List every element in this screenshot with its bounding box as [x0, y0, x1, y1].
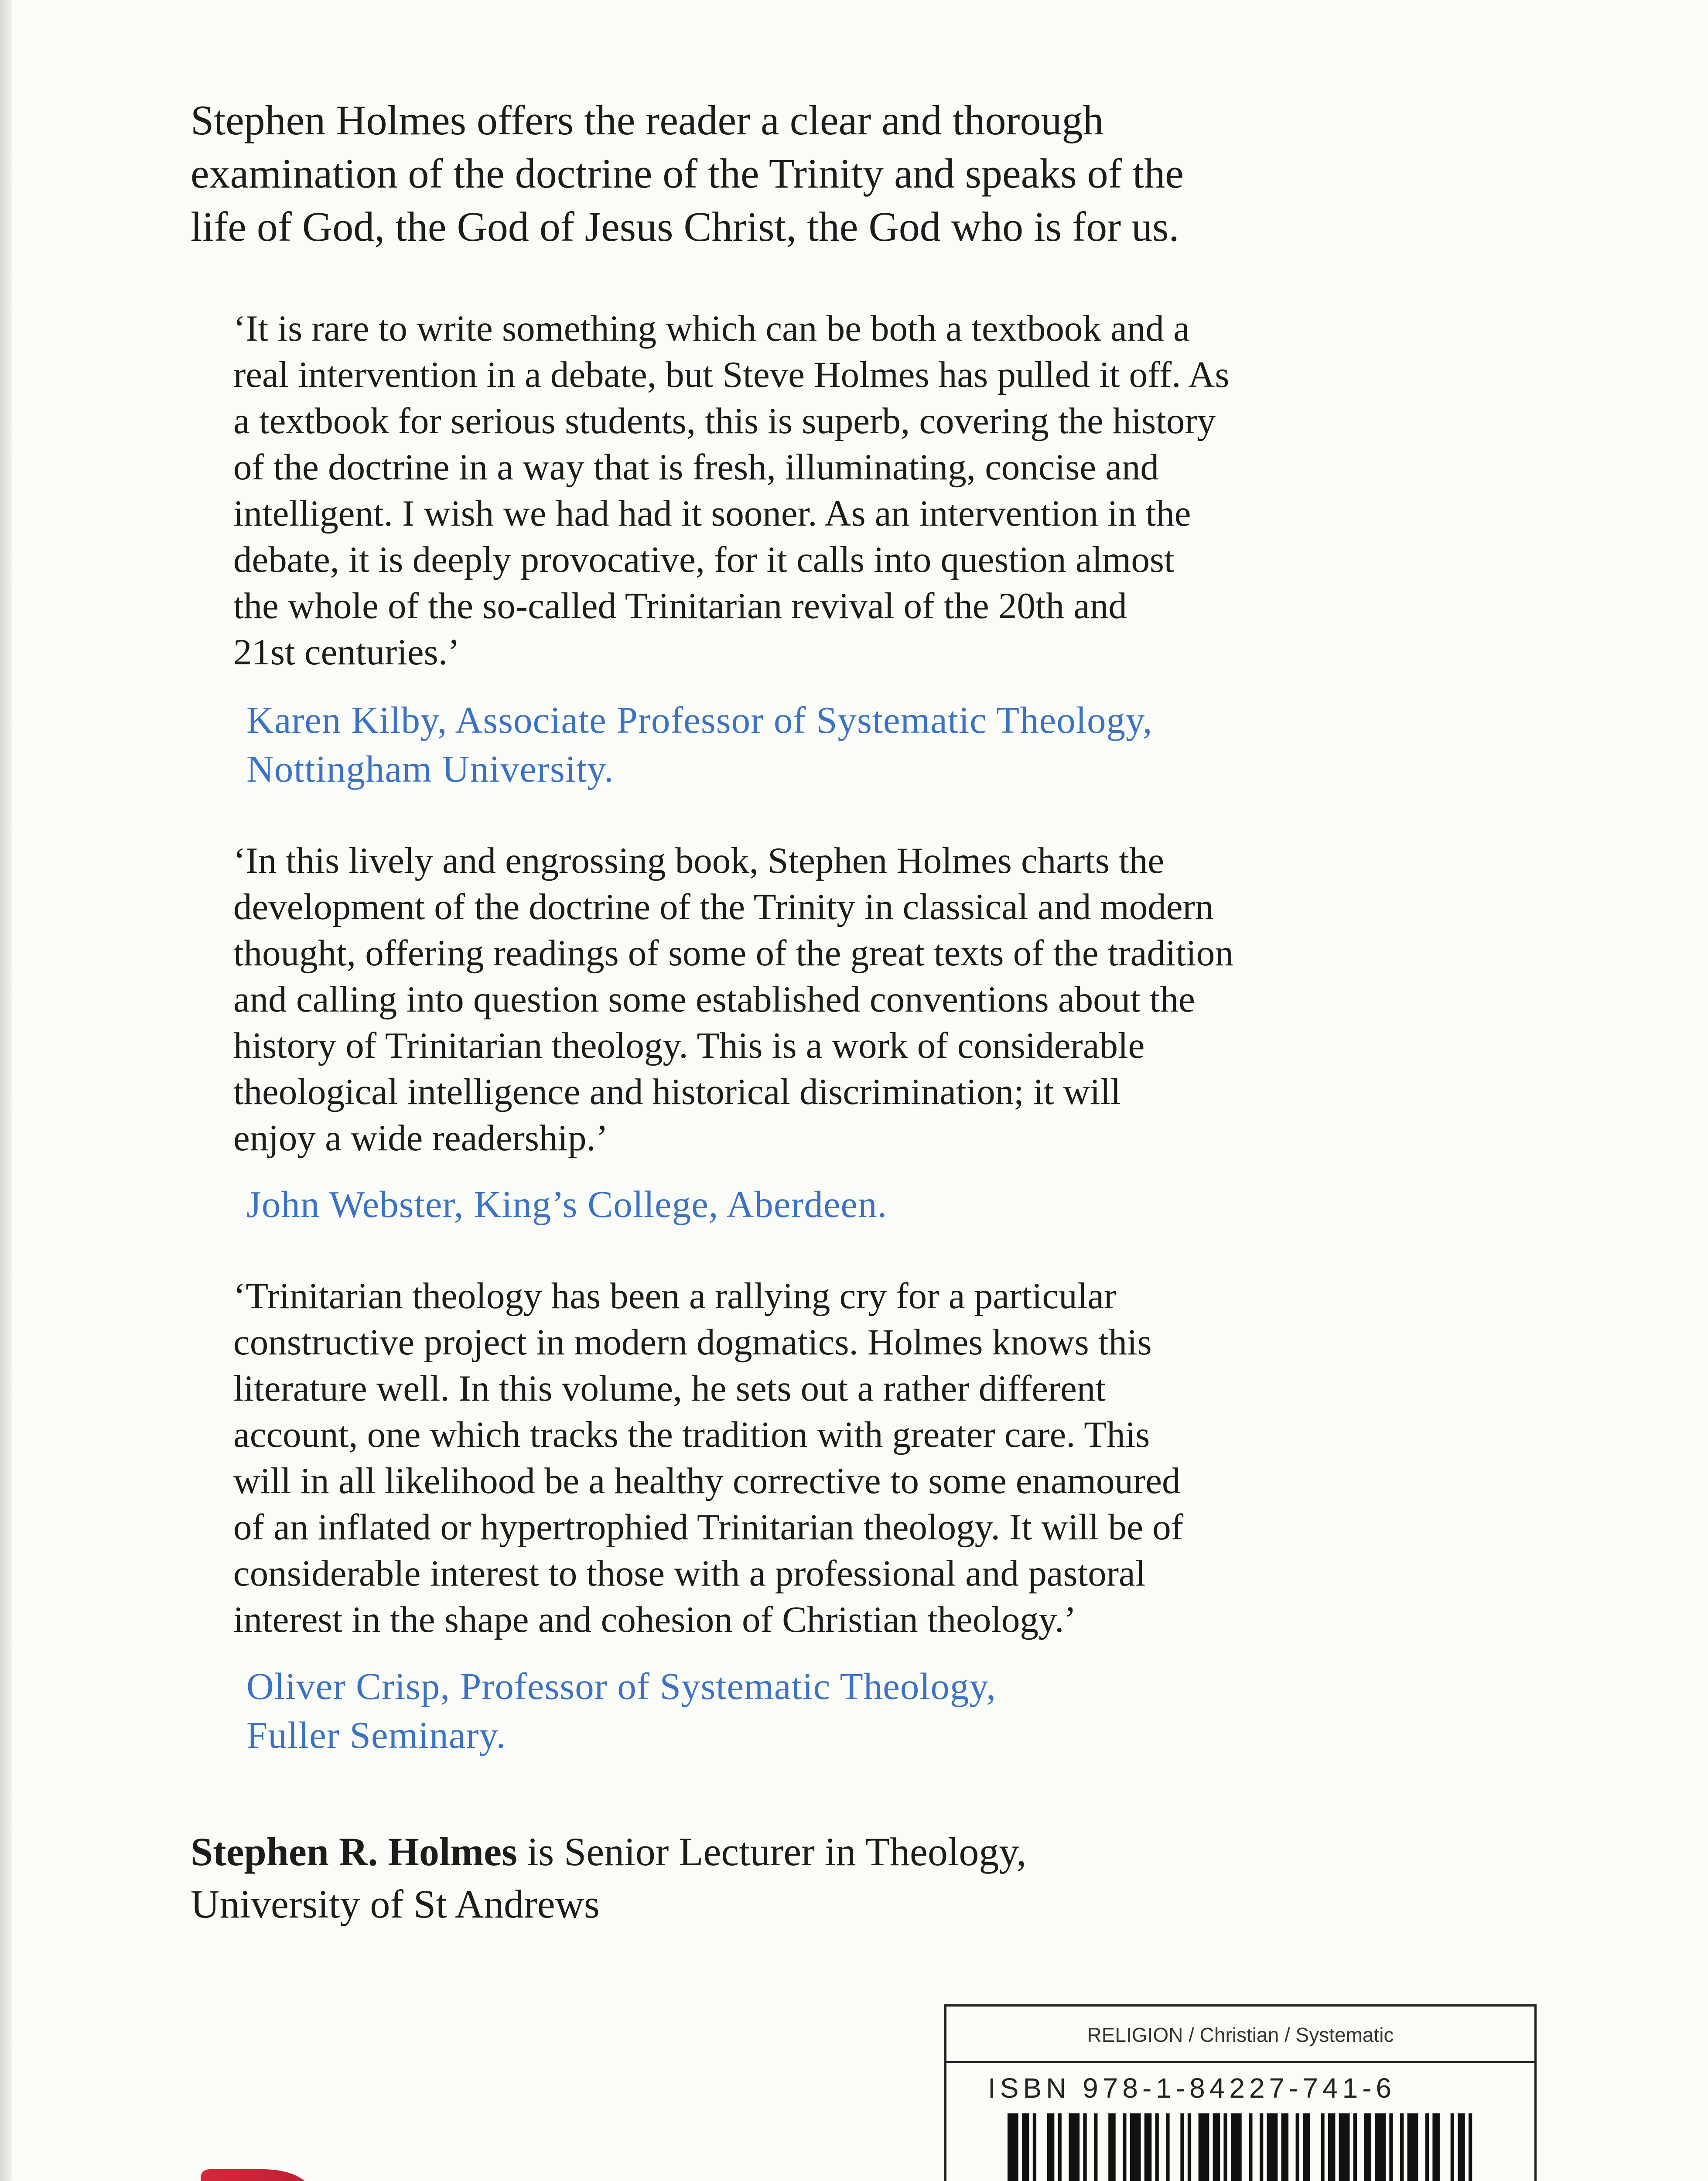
quote-line: intelligent. I wish we had had it sooner. As an intervention in the [233, 493, 1191, 534]
barcode-bar [1303, 2113, 1310, 2181]
barcode-bar [1400, 2113, 1404, 2181]
barcode-bar [1296, 2113, 1299, 2181]
attribution-line: Oliver Crisp, Professor of Systematic Theology, [246, 1665, 997, 1707]
quote-line: thought, offering readings of some of the great texts of the tradition [233, 933, 1233, 974]
intro-line: examination of the doctrine of the Trinity and speaks of the [191, 150, 1184, 197]
barcode-bar [1166, 2113, 1169, 2181]
author-name: Stephen R. Holmes [191, 1829, 517, 1874]
barcode-bar [1047, 2113, 1055, 2181]
quote-line: a textbook for serious students, this is superb, covering the history [233, 400, 1216, 441]
barcode-bar [1058, 2113, 1062, 2181]
barcode-bar [1353, 2113, 1357, 2181]
attribution-line: Karen Kilby, Associate Professor of Systematic Theology, [246, 699, 1153, 741]
quote-line: enjoy a wide readership.’ [233, 1118, 608, 1159]
quote-line: constructive project in modern dogmatics. Holmes knows this [233, 1322, 1152, 1363]
barcode-bar [1199, 2113, 1209, 2181]
endorsement-attribution-crisp [246, 1662, 1599, 1760]
endorsement-quote-crisp [233, 1273, 1542, 1643]
barcode-bar [1458, 2113, 1465, 2181]
quote-line: and calling into question some established conventions about the [233, 979, 1195, 1020]
barcode-bar [1281, 2113, 1289, 2181]
intro-paragraph [191, 94, 1608, 253]
quote-line: real intervention in a debate, but Steve Holmes has pulled it off. As [233, 354, 1230, 395]
quote-line: 21st centuries.’ [233, 632, 460, 673]
barcode-bar [1389, 2113, 1393, 2181]
quote-line: the whole of the so-called Trinitarian revival of the 20th and [233, 585, 1127, 626]
barcode-bar [1432, 2113, 1440, 2181]
attribution-line: Nottingham University. [246, 748, 614, 790]
barcode-bar [1469, 2113, 1472, 2181]
quote-line: ‘Trinitarian theology has been a rallying cry for a particular [233, 1275, 1117, 1316]
barcode-bar [1069, 2113, 1079, 2181]
barcode-bar [1155, 2113, 1159, 2181]
quote-line: will in all likelihood be a healthy corrective to some enamoured [233, 1460, 1181, 1501]
bisac-category: RELIGION / Christian / Systematic [946, 2007, 1534, 2063]
author-institution: University of St Andrews [191, 1882, 600, 1926]
attribution-line: John Webster, King’s College, Aberdeen. [246, 1183, 888, 1225]
barcode-bar [1130, 2113, 1141, 2181]
barcode-bar [1407, 2113, 1418, 2181]
barcode-bar [1267, 2113, 1278, 2181]
quote-line: literature well. In this volume, he sets out a rather different [233, 1368, 1106, 1409]
barcode-bar [1260, 2113, 1263, 2181]
barcode-bar [1094, 2113, 1097, 2181]
quote-line: history of Trinitarian theology. This is a work of considerable [233, 1025, 1145, 1066]
barcode-bar [1144, 2113, 1152, 2181]
attribution-line: Fuller Seminary. [246, 1714, 506, 1756]
quote-line: considerable interest to those with a professional and pastoral [233, 1553, 1146, 1594]
intro-line: life of God, the God of Jesus Christ, the God who is for us. [191, 203, 1179, 250]
barcode-bar [1180, 2113, 1184, 2181]
barcode-panel [944, 2004, 1537, 2181]
barcode-bar [1425, 2113, 1429, 2181]
barcode-bar [1231, 2113, 1242, 2181]
intro-line: Stephen Holmes offers the reader a clear and thorough [191, 97, 1104, 144]
barcode-bar [1022, 2113, 1029, 2181]
barcode-bar [1364, 2113, 1372, 2181]
quote-line: ‘In this lively and engrossing book, Stephen Holmes charts the [233, 840, 1165, 881]
author-role: is Senior Lecturer in Theology, [517, 1829, 1027, 1874]
barcode-bar [1083, 2113, 1086, 2181]
barcode-bar [1339, 2113, 1350, 2181]
barcode-bar [1249, 2113, 1252, 2181]
barcode-bar [1033, 2113, 1036, 2181]
barcode-bar [1188, 2113, 1191, 2181]
endorsement-quote-webster [233, 838, 1542, 1161]
quote-line: account, one which tracks the tradition with greater care. This [233, 1414, 1150, 1455]
quote-line: debate, it is deeply provocative, for it calls into question almost [233, 539, 1175, 580]
quote-line: theological intelligence and historical discrimination; it will [233, 1071, 1121, 1112]
cover-edge [0, 0, 12, 2181]
barcode-bar [1123, 2113, 1126, 2181]
barcode-bar [1108, 2113, 1116, 2181]
paternoster-p-mark-icon [188, 2161, 646, 2181]
barcode-bar [1321, 2113, 1324, 2181]
publisher-logo [188, 2161, 646, 2181]
barcode-bar [1328, 2113, 1336, 2181]
quote-line: interest in the shape and cohesion of Christian theology.’ [233, 1599, 1076, 1640]
barcode-bar [1375, 2113, 1386, 2181]
endorsement-attribution-webster [246, 1180, 1599, 1229]
barcode-icon [1008, 2113, 1483, 2181]
barcode-bar [1213, 2113, 1220, 2181]
quote-line: of the doctrine in a way that is fresh, illuminating, concise and [233, 447, 1159, 488]
quote-line: of an inflated or hypertrophied Trinitarian theology. It will be of [233, 1507, 1184, 1548]
barcode-bar [1008, 2113, 1018, 2181]
endorsement-attribution-kilby [246, 696, 1599, 793]
quote-line: ‘It is rare to write something which can be both a textbook and a [233, 308, 1190, 349]
quote-line: development of the doctrine of the Trinity in classical and modern [233, 886, 1214, 927]
barcode-bar [1451, 2113, 1454, 2181]
endorsement-quote-kilby [233, 305, 1542, 675]
author-bio [191, 1825, 1543, 1930]
barcode-bar [1223, 2113, 1227, 2181]
isbn-label: ISBN 978-1-84227-741-6 [988, 2072, 1396, 2104]
